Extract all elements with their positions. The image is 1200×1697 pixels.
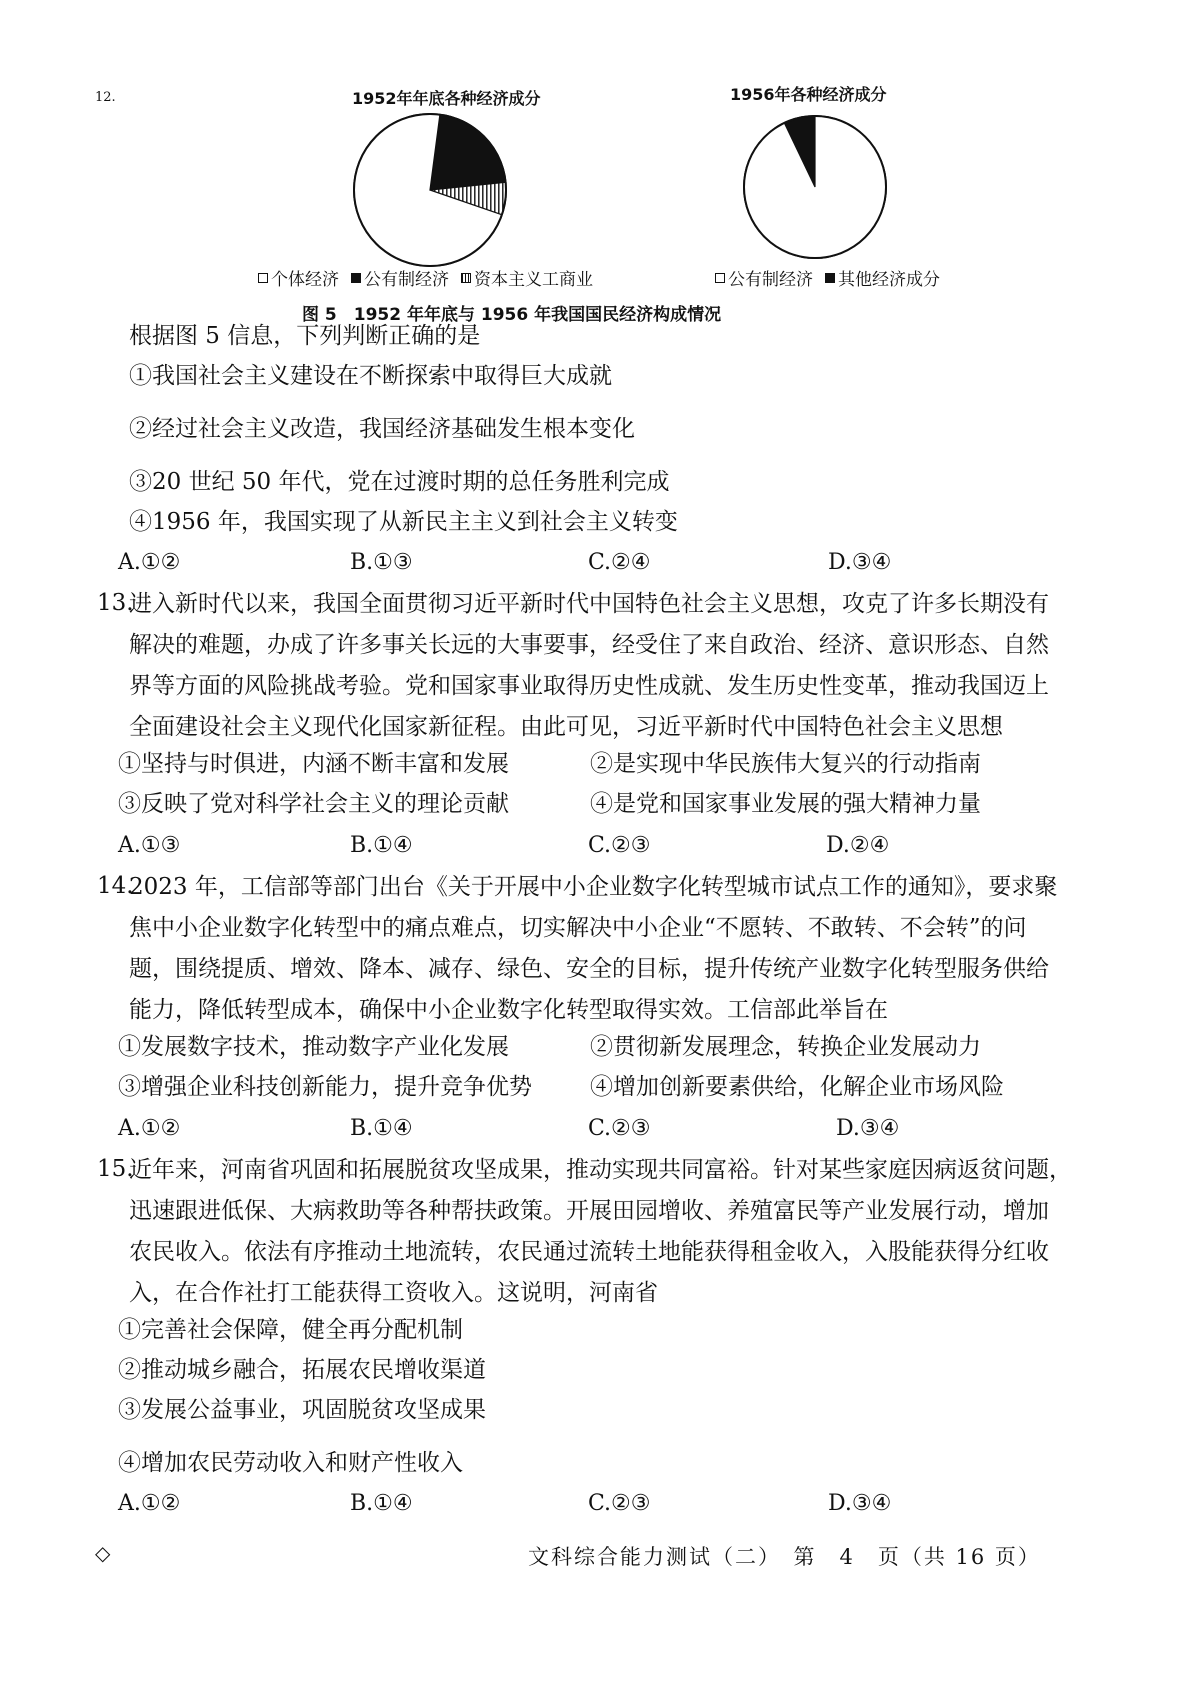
figure-caption: 图 5 1952 年年底与 1956 年我国国民经济构成情况 <box>302 305 722 325</box>
statement-1: ①我国社会主义建设在不断探索中取得巨大成就 <box>129 363 612 389</box>
legend-label: 公有制经济 <box>364 270 449 290</box>
paragraph-line: 解决的难题，办成了许多事关长远的大事要事，经受住了来自政治、经济、意识形态、自然 <box>129 632 1049 658</box>
statement-3: ③反映了党对科学社会主义的理论贡献 <box>118 791 509 817</box>
statement-1: ①完善社会保障，健全再分配机制 <box>118 1317 463 1343</box>
legend-label: 个体经济 <box>271 270 339 290</box>
legend-swatch-black <box>825 273 835 283</box>
statement-4: ④是党和国家事业发展的强大精神力量 <box>590 791 981 817</box>
question-paragraph <box>129 584 1119 748</box>
chart-1952-legend <box>258 265 605 290</box>
paragraph-line: 迅速跟进低保、大病救助等各种帮扶政策。开展田园增收、养殖富民等产业发展行动，增加 <box>129 1198 1049 1224</box>
paragraph-line: 入，在合作社打工能获得工资收入。这说明，河南省 <box>129 1280 658 1306</box>
question-number: 13. <box>97 590 134 616</box>
question-paragraph <box>129 1150 1119 1314</box>
paragraph-line: 焦中小企业数字化转型中的痛点难点，切实解决中小企业“不愿转、不敢转、不会转”的问 <box>129 915 1027 941</box>
statement-4: ④增加创新要素供给，化解企业市场风险 <box>590 1074 1004 1100</box>
page-footer: 文科综合能力测试（二） 第 4 页（共 16 页） <box>528 1545 1041 1569</box>
paragraph-line: 2023 年，工信部等部门出台《关于开展中小企业数字化转型城市试点工作的通知》，要求聚 <box>129 874 1058 900</box>
option-d[interactable]: D.③④ <box>836 1116 900 1141</box>
chart-1952-title: 1952年年底各种经济成分 <box>352 89 541 108</box>
legend-item <box>351 265 449 290</box>
chart-1956-title: 1956年各种经济成分 <box>730 85 887 104</box>
pie-chart-1952 <box>350 110 510 270</box>
statement-1: ①坚持与时俱进，内涵不断丰富和发展 <box>118 751 509 777</box>
option-b[interactable]: B.①④ <box>350 1116 413 1141</box>
paragraph-line: 能力，降低转型成本，确保中小企业数字化转型取得实效。工信部此举旨在 <box>129 997 888 1023</box>
paragraph-line: 进入新时代以来，我国全面贯彻习近平新时代中国特色社会主义思想，攻克了许多长期没有 <box>129 591 1049 617</box>
statement-3: ③发展公益事业，巩固脱贫攻坚成果 <box>118 1397 486 1423</box>
paragraph-line: 农民收入。依法有序推动土地流转，农民通过流转土地能获得租金收入，入股能获得分红收 <box>129 1239 1049 1265</box>
option-c[interactable]: C.②③ <box>588 1116 651 1141</box>
option-b[interactable]: B.①③ <box>350 550 413 575</box>
paragraph-line: 题，围绕提质、增效、降本、减存、绿色、安全的目标，提升传统产业数字化转型服务供给 <box>129 956 1049 982</box>
legend-item <box>715 265 813 290</box>
pie-chart-1956 <box>740 112 890 262</box>
legend-label: 公有制经济 <box>728 270 813 290</box>
paragraph-line: 界等方面的风险挑战考验。党和国家事业取得历史性成就、发生历史性变革，推动我国迈上 <box>129 673 1049 699</box>
option-c[interactable]: C.②④ <box>588 550 651 575</box>
question-number: 15. <box>97 1156 134 1182</box>
legend-label: 资本主义工商业 <box>474 270 593 290</box>
option-d[interactable]: D.③④ <box>828 1491 892 1516</box>
legend-item <box>825 265 940 290</box>
question-number: 14. <box>97 873 134 899</box>
question-paragraph <box>129 867 1119 1031</box>
legend-item <box>258 265 339 290</box>
legend-swatch-white <box>258 273 268 283</box>
statement-4: ④增加农民劳动收入和财产性收入 <box>118 1450 463 1476</box>
paragraph-line: 全面建设社会主义现代化国家新征程。由此可见，习近平新时代中国特色社会主义思想 <box>129 714 1003 740</box>
option-b[interactable]: B.①④ <box>350 833 413 858</box>
option-a[interactable]: A.①② <box>118 1491 181 1516</box>
legend-swatch-white <box>715 273 725 283</box>
statement-1: ①发展数字技术，推动数字产业化发展 <box>118 1034 509 1060</box>
option-a[interactable]: A.①② <box>118 1116 181 1141</box>
option-d[interactable]: D.③④ <box>828 550 892 575</box>
option-d[interactable]: D.②④ <box>826 833 890 858</box>
statement-4: ④1956 年，我国实现了从新民主主义到社会主义转变 <box>129 509 678 535</box>
option-c[interactable]: C.②③ <box>588 1491 651 1516</box>
option-c[interactable]: C.②③ <box>588 833 651 858</box>
statement-2: ②经过社会主义改造，我国经济基础发生根本变化 <box>129 416 635 442</box>
option-b[interactable]: B.①④ <box>350 1491 413 1516</box>
statement-2: ②是实现中华民族伟大复兴的行动指南 <box>590 751 981 777</box>
chart-1956-legend <box>715 265 952 290</box>
statement-3: ③增强企业科技创新能力，提升竞争优势 <box>118 1074 532 1100</box>
legend-label: 其他经济成分 <box>838 270 940 290</box>
statement-2: ②推动城乡融合，拓展农民增收渠道 <box>118 1357 486 1383</box>
paragraph-line: 近年来，河南省巩固和拓展脱贫攻坚成果，推动实现共同富裕。针对某些家庭因病返贫问题， <box>129 1157 1072 1183</box>
legend-swatch-black <box>351 273 361 283</box>
question-stem: 根据图 5 信息，下列判断正确的是 <box>129 323 481 349</box>
question-number: 12. <box>95 90 116 105</box>
pie-slice-2 <box>430 115 506 190</box>
option-a[interactable]: A.①② <box>118 550 181 575</box>
footer-diamond-icon: ◇ <box>95 1541 111 1565</box>
statement-3: ③20 世纪 50 年代，党在过渡时期的总任务胜利完成 <box>129 469 670 495</box>
statement-2: ②贯彻新发展理念，转换企业发展动力 <box>590 1034 981 1060</box>
legend-swatch-hatch <box>461 273 471 283</box>
legend-item <box>461 265 593 290</box>
option-a[interactable]: A.①③ <box>118 833 181 858</box>
